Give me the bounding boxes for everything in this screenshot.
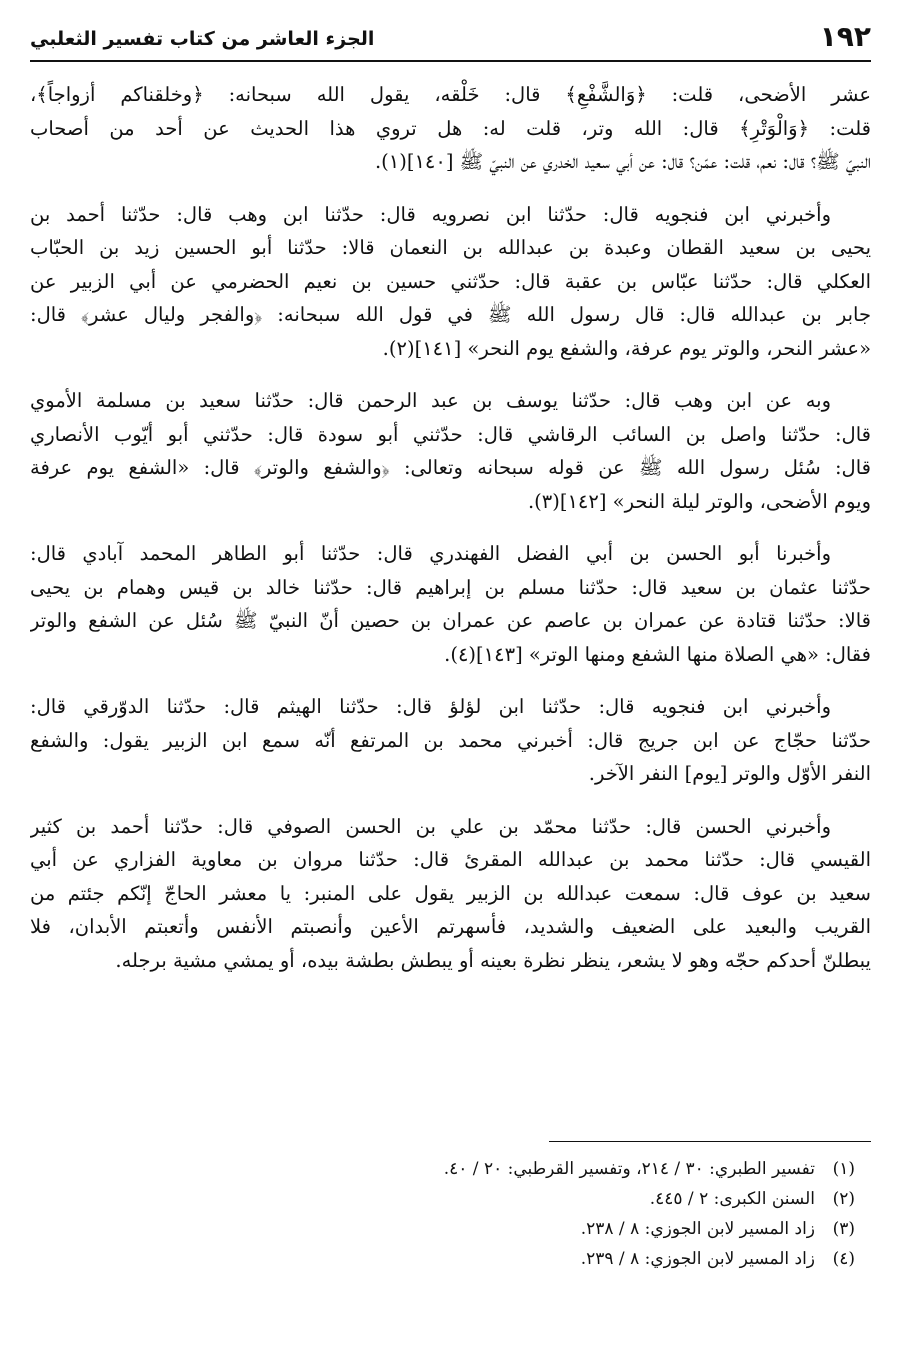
text-line: جابر بن عبدالله قال: قال رسول الله ﷺ في قول الله سبحانه: ﴿والفجر وليال عشر﴾ قال: <box>30 303 871 326</box>
footnote <box>30 1154 871 1184</box>
text-line: قالا: حدّثنا قتادة عن عمران بن عاصم عن عمران بن حصين أنّ النبيّ ﷺ سُئل عن الشفع والوتر <box>30 609 871 632</box>
paragraph <box>30 78 871 179</box>
footnote-number: (٤) <box>832 1249 855 1269</box>
main-text <box>30 78 871 977</box>
paragraph <box>30 384 871 518</box>
footnotes <box>30 1141 871 1274</box>
text-line: «عشر النحر، والوتر يوم عرفة، والشفع يوم النحر» [١٤١](٢). <box>382 336 871 360</box>
footnote-divider <box>549 1141 871 1142</box>
footnote <box>30 1244 871 1274</box>
page-header <box>30 18 871 62</box>
footnote-text: زاد المسير لابن الجوزي: ٨ / ٢٣٨. <box>580 1219 815 1239</box>
text-line: وأخبرني ابن فنجويه قال: حدّثنا ابن لؤلؤ قال: حدّثنا الهيثم قال: حدّثنا الدوّرقي قال: <box>30 695 831 718</box>
footnote <box>30 1214 871 1244</box>
footnote <box>30 1184 871 1214</box>
text-line: سعيد بن عوف قال: سمعت عبدالله بن الزبير يقول على المنبر: يا معشر الحاجّ إنّكم جئتم من <box>30 881 871 905</box>
text-line: قلت: ﴿وَالْوَتْرِ﴾ قال: الله وتر، قلت له: هل تروي هذا الحديث عن أحد من أصحاب <box>30 116 871 140</box>
paragraph <box>30 810 871 978</box>
text-line: العكلي قال: حدّثنا عبّاس بن عقبة قال: حدّثني حسين بن نعيم الحضرمي عن أبي الزبير عن <box>30 269 871 293</box>
text-line: حدّثنا عثمان بن سعيد قال: حدّثنا مسلم بن إبراهيم قال: حدّثنا خالد بن قيس وهمام بن يحيى <box>30 575 871 599</box>
text-line: القيسي قال: حدّثنا محمد بن عبدالله المقرئ قال: حدّثنا مروان بن معاوية الفزاري عن أبي <box>30 848 871 871</box>
paragraph <box>30 690 871 791</box>
text-line: يبطلنّ أحدكم حجّه وهو لا يشعر، ينظر نظرة بعينه أو يبطش بطشة بيده، أو يمشي مشية برجله. <box>115 948 871 972</box>
text-line: عشر الأضحى، قلت: ﴿وَالشَّفْعِ﴾ قال: خَلْقه، يقول الله سبحانه: ﴿وخلقناكم أزواجاً﴾، <box>30 83 871 106</box>
footnote-text: تفسير الطبري: ٣٠ / ٢١٤، وتفسير القرطبي: ٢٠ / ٤٠. <box>443 1159 815 1179</box>
paragraph <box>30 537 871 671</box>
text-line: النبيّ ﷺ؟ قال: نعم، قلت: عمّن؟ قال: عن أبي سعيد الخدري عن النبيّ ﷺ [١٤٠](١). <box>374 150 871 173</box>
footnote-number: (١) <box>832 1159 855 1179</box>
text-line: النفر الأوّل والوتر [يوم] النفر الآخر. <box>588 762 871 785</box>
text-line: وبه عن ابن وهب قال: حدّثنا يوسف بن عبد الرحمن قال: حدّثنا سعيد بن مسلمة الأموي <box>30 389 831 412</box>
footnote-number: (٢) <box>832 1189 855 1209</box>
text-line: ويوم الأضحى، والوتر ليلة النحر» [١٤٢](٣). <box>527 489 871 513</box>
text-line: وأخبرني الحسن قال: حدّثنا محمّد بن علي بن الحسن الصوفي قال: حدّثنا أحمد بن كثير <box>30 814 831 838</box>
page-number: ١٩٢ <box>819 20 871 53</box>
text-line: القريب والبعيد على الضعيف والشديد، فأسهرتم الأعين وأنصبتم الأنفس وأتعبتم الأبدان، فلا <box>30 915 871 938</box>
paragraph <box>30 198 871 366</box>
footnote-text: زاد المسير لابن الجوزي: ٨ / ٢٣٩. <box>580 1249 815 1269</box>
footnote-text: السنن الكبرى: ٢ / ٤٤٥. <box>649 1189 815 1209</box>
text-line: قال: حدّثنا واصل بن السائب الرقاشي قال: حدّثني أبو سودة قال: حدّثني أبو أيّوب الأنصاري <box>30 422 871 446</box>
text-line: فقال: «هي الصلاة منها الشفع ومنها الوتر» [١٤٣](٤). <box>444 642 871 666</box>
text-line: قال: سُئل رسول الله ﷺ عن قوله سبحانه وتعالى: ﴿والشفع والوتر﴾ قال: «الشفع يوم عرفة <box>30 456 871 479</box>
text-line: يحيى بن سعيد القطان وعبدة بن عبدالله بن النعمان قالا: حدّثنا أبو الحسين زيد بن الحبّاب <box>30 236 871 259</box>
footnote-number: (٣) <box>832 1219 855 1239</box>
running-title: الجزء العاشر من كتاب تفسير الثعلبي <box>30 28 375 50</box>
text-line: وأخبرنا أبو الحسن بن أبي الفضل الفهندري قال: حدّثنا أبو الطاهر المحمد آبادي قال: <box>30 542 831 565</box>
text-line: وأخبرني ابن فنجويه قال: حدّثنا ابن نصرويه قال: حدّثنا ابن وهب قال: حدّثنا أحمد بن <box>30 202 831 226</box>
text-line: حدّثنا حجّاج عن ابن جريج قال: أخبرني محمد بن المرتفع أنّه سمع ابن الزبير يقول: والشفع <box>30 728 871 752</box>
